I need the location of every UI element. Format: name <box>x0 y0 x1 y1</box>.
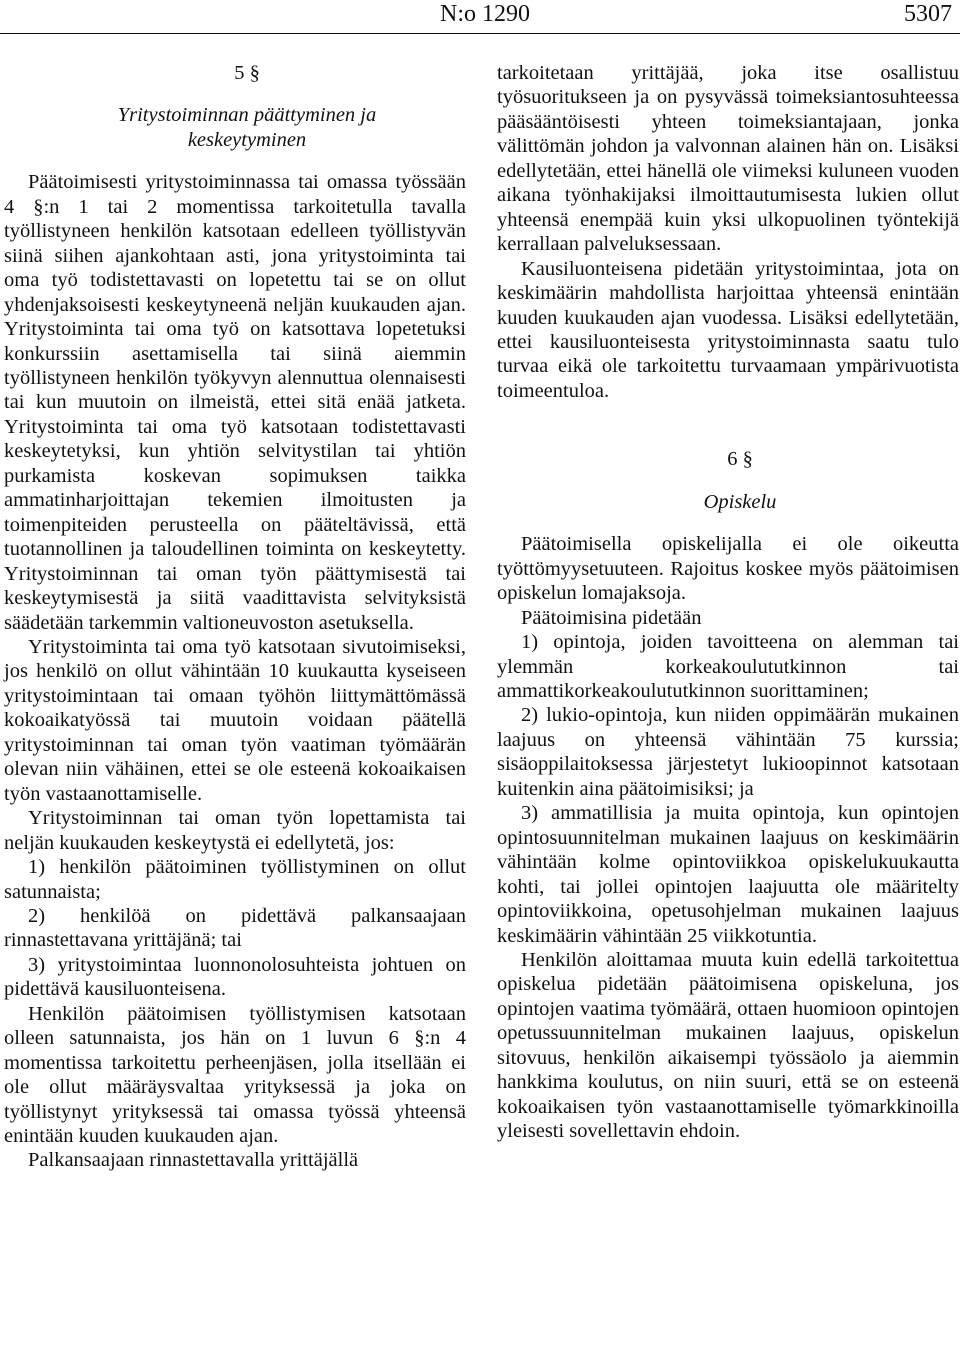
issue-number: N:o 1290 <box>440 1 530 27</box>
paragraph: Yritystoiminta tai oma työ katsotaan sivutoimiseksi, jos henkilö on ollut vähintään 10 kuukautta kyseiseen yritystoimintaan tai omaan työhön liittymättömässä kokoaikatyössä tai muutoin voidaan päätellä yritystoiminnan tai oman työn vaatiman työmäärän olevan niin vähäinen, ettei se ole esteenä kokoaikaisen työn vastaanottamiselle. <box>4 635 466 805</box>
paragraph: Palkansaajaan rinnastettavalla yrittäjällä <box>28 1149 359 1172</box>
list-item: 1) opintoja, joiden tavoitteena on alemman tai ylemmän korkeakoulututkinnon tai ammattikorkeakoulututkinnon suorittaminen; <box>497 631 959 702</box>
list-item: 2) henkilöä on pidettävä palkansaajaan rinnastettavana yrittäjänä; tai <box>4 904 466 952</box>
section-number: 6 § <box>727 448 753 471</box>
section-title: Opiskelu <box>703 490 777 513</box>
section-title: keskeytyminen <box>187 128 307 151</box>
list-item: 1) henkilön päätoiminen työllistyminen on ollut satunnaista; <box>4 856 466 903</box>
paragraph: Yritystoiminnan tai oman työn lopettamista tai neljän kuukauden keskeytystä ei edellytetä, jos: <box>4 807 466 854</box>
right-column <box>497 61 959 1144</box>
paragraph: Päätoimisella opiskelijalla ei ole oikeutta työttömyysetuuteen. Rajoitus koskee myös päätoimisen opiskelun lomajaksoja. <box>497 533 959 605</box>
paragraph: Päätoimisina pidetään <box>521 606 702 629</box>
header-rule <box>0 33 960 34</box>
paragraph: Kausiluonteisena pidetään yritystoimintaa, jota on keskimäärin mahdollista harjoittaa yhteensä enintään kuuden kuukauden ajan vuodessa. Lisäksi edellytetään, ettei kausiluonteisesta yritystoiminnasta saatu tulo turvaa eikä ole tarkoitettu turvaamaan ympärivuotista toimeentuloa. <box>497 257 959 402</box>
paragraph: Päätoimisesti yritystoiminnassa tai omassa työssään 4 §:n 1 tai 2 momentissa tarkoitetulla tavalla työllistyneen henkilön katsotaan edelleen työllistyvän siinä siihen ajankohtaan asti, jona yritystoiminta tai oma työ todistettavasti on lopetettu tai se on ollut yhdenjaksoisesti keskeytyneenä neljän kuukauden ajan. Yritystoiminta tai oma työ on katsottava lopetetuksi konkurssiin asettamisella tai siinä aiemmin työllistyneen henkilön työkyvyn alennuttua olennaisesti tai kun muutoin on ilmeistä, ettei sitä enää jatketa. Yritystoiminta tai oma työ katsotaan todistettavasti keskeytetyksi, kun yhtiön selvitystilan tai yhtiön purkamista koskevan sopimuksen taikka ammatinharjoittajan tekemien ilmoitusten ja toimenpiteiden perusteella on pääteltävissä, että tuotannollinen ja taloudellinen toiminta on keskeytetty. Yritystoiminnan tai oman työn päättymisestä tai keskeytymisestä ja siitä vaadittavista selvityksistä säädetään tarkemmin valtioneuvoston asetuksella. <box>4 171 466 634</box>
list-item: 2) lukio-opintoja, kun niiden oppimäärän mukainen laajuus on yhteensä vähintään 75 kurssia; sisäoppilaitoksessa järjestetyt lukioopinnot katsotaan kuitenkin aina päätoimisiksi; ja <box>497 704 959 800</box>
paragraph: Henkilön päätoimisen työllistymisen katsotaan olleen satunnaista, jos hän on 1 luvun 6 §:n 4 momentissa tarkoitettu perheenjäsen, jolla itsellään ei ole ollut määräysvaltaa yrityksessä ja joka on työllistynyt yrityksessä tai omassa työssä yhteensä enintään kuuden kuukauden ajan. <box>4 1002 466 1148</box>
section-number: 5 § <box>234 62 260 84</box>
section-title: Yritystoiminnan päättyminen ja <box>117 104 377 127</box>
paragraph: Henkilön aloittamaa muuta kuin edellä tarkoitettua opiskelua pidetään päätoimisena opiskeluna, jos opintojen vaatima työmäärä, ottaen huomioon opintojen opetussuunnitelman mukainen laajuus, opiskelun sitovuus, henkilön aikaisempi työssäolo ja aiemmin hankkima koulutus, on niin suuri, että se on esteenä kokoaikaisen työn vastaanottamiselle työmarkkinoilla yleisesti sovellettavin ehdoin. <box>497 948 959 1143</box>
left-column <box>4 61 466 1173</box>
paragraph: tarkoitetaan yrittäjää, joka itse osallistuu työsuoritukseen ja on pysyvässä toimeksiantosuhteessa pääsääntöisesti yhteen toimeksiantajaan, jonka välittömän johdon ja valvonnan alainen hän on. Lisäksi edellytetään, ettei hänellä ole viimeksi kuluneen vuoden aikana työnhakijaksi ilmoittautumisesta lukien ollut yhteensä enempää kuin yksi ulkopuolinen työntekijä kerrallaan palveluksessaan. <box>497 62 959 256</box>
page-header <box>0 0 960 34</box>
list-item: 3) yritystoimintaa luonnonolosuhteista johtuen on pidettävä kausiluonteisena. <box>4 953 466 1001</box>
page-number: 5307 <box>904 1 952 27</box>
list-item: 3) ammatillisia ja muita opintoja, kun opintojen opintosuunnitelman mukainen laajuus on keskimäärin vähintään kolme opintoviikkoa opiskelukuukautta kohti, tai jollei opintojen laajuutta ole määritelty opintoviikkoina, opetusohjelman mukainen laajuus keskimäärin vähintään 25 viikkotuntia. <box>497 802 959 947</box>
